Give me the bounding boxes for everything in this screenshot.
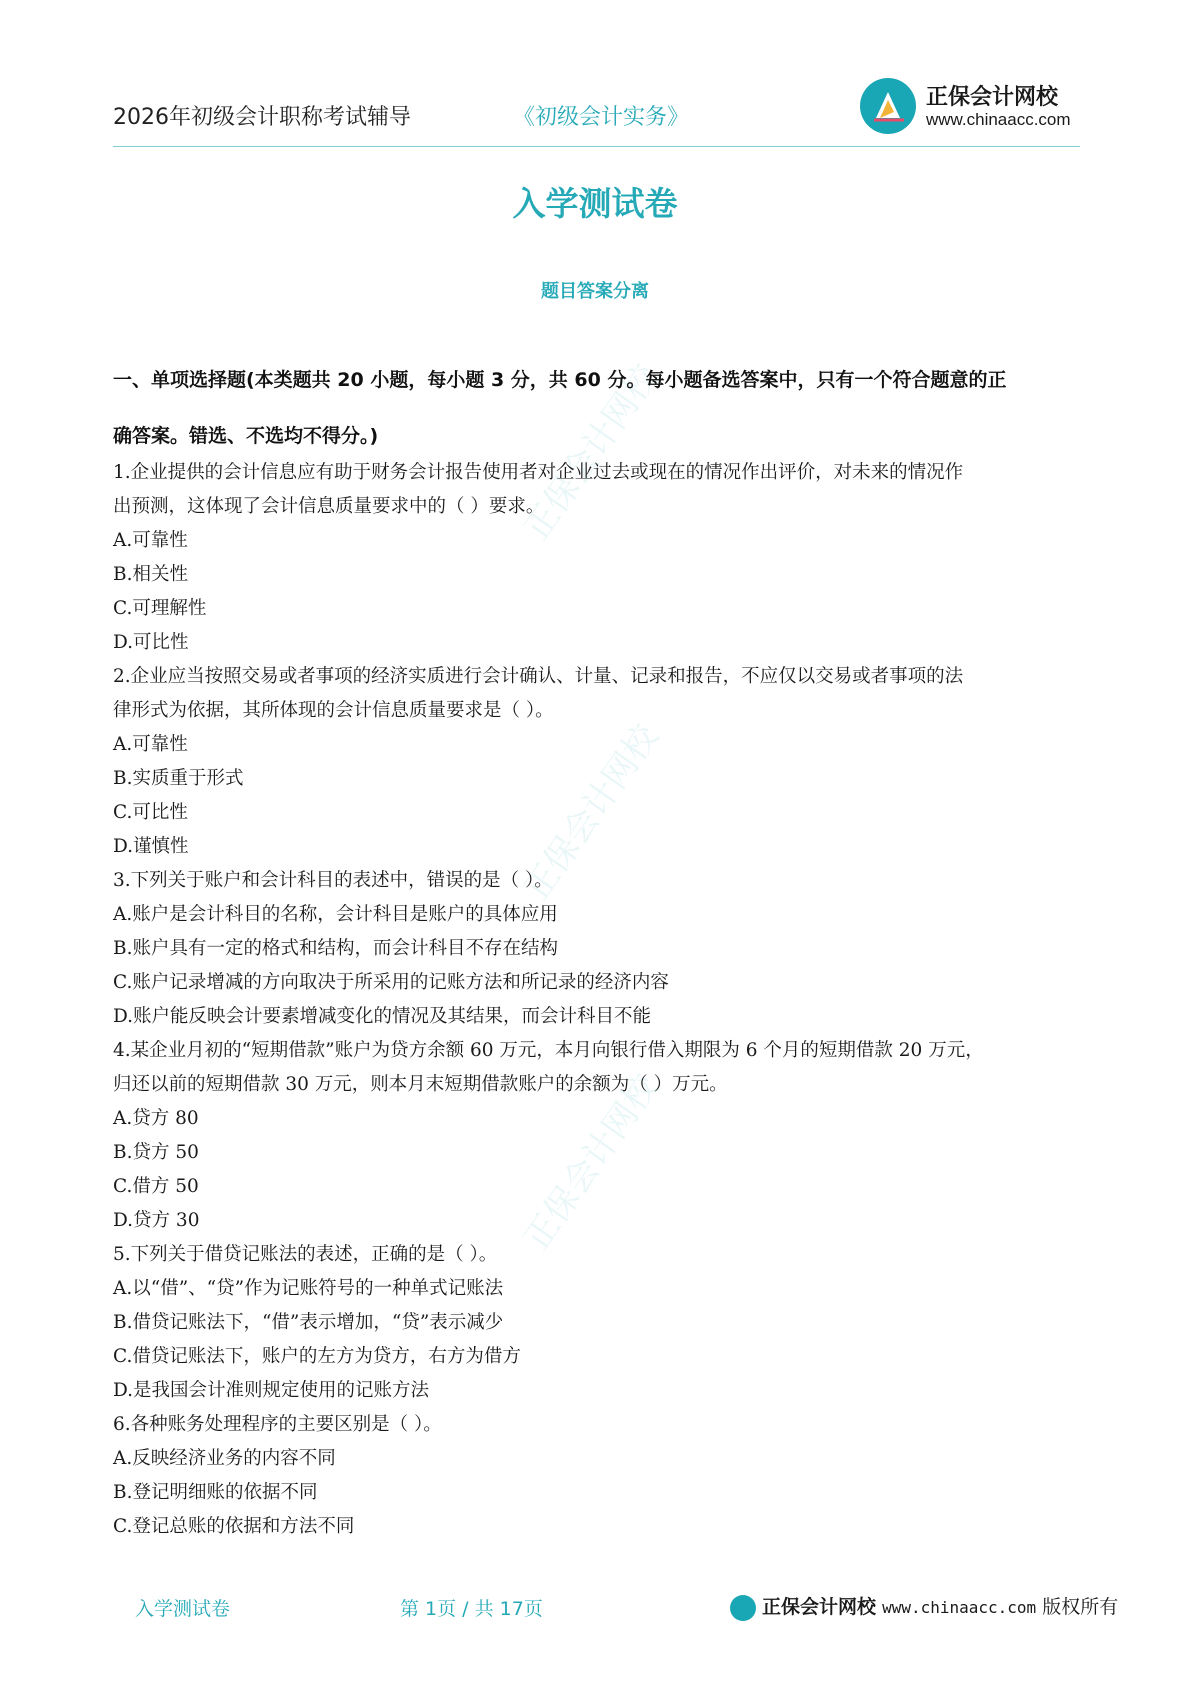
watermark: 正保会计网校	[516, 357, 667, 548]
answer-option: C.借贷记账法下，账户的左方为贷方，右方为借方	[113, 1346, 521, 1367]
logo-icon	[730, 1595, 756, 1621]
answer-option: B.账户具有一定的格式和结构，而会计科目不存在结构	[113, 938, 558, 959]
question-list	[113, 456, 1080, 1544]
footer-rights: 版权所有	[1042, 1596, 1119, 1618]
section-heading	[113, 352, 1080, 464]
answer-option: C.登记总账的依据和方法不同	[113, 1516, 355, 1537]
answer-option: A.账户是会计科目的名称，会计科目是账户的具体应用	[113, 904, 558, 925]
header-subject: 《初级会计实务》	[513, 105, 690, 130]
answer-option: A.以“借”、“贷”作为记账符号的一种单式记账法	[113, 1278, 504, 1299]
page-title: 入学测试卷	[512, 184, 678, 223]
answer-option: D.贷方 30	[113, 1210, 200, 1231]
answer-option: D.可比性	[113, 632, 189, 653]
answer-option: A.贷方 80	[113, 1108, 199, 1129]
page-header	[113, 78, 1080, 147]
brand-logo[interactable]	[860, 76, 1080, 138]
footer-url[interactable]: www.chinaacc.com	[882, 1598, 1037, 1617]
question-stem: 律形式为依据，其所体现的会计信息质量要求是（ ）。	[113, 700, 554, 721]
answer-option: D.账户能反映会计要素增减变化的情况及其结果，而会计科目不能	[113, 1006, 652, 1027]
answer-option: C.可理解性	[113, 598, 207, 619]
page-footer	[0, 1588, 1190, 1628]
question-stem: 1.企业提供的会计信息应有助于财务会计报告使用者对企业过去或现在的情况作出评价，对未来的情况作	[113, 462, 964, 483]
question-stem: 出预测，这体现了会计信息质量要求中的（ ）要求。	[113, 496, 545, 517]
footer-doc-title: 入学测试卷	[135, 1598, 231, 1620]
watermark: 正保会计网校	[516, 1067, 667, 1258]
answer-option: B.相关性	[113, 564, 188, 585]
page-subtitle: 题目答案分离	[541, 281, 649, 302]
question-stem: 4.某企业月初的“短期借款”账户为贷方余额 60 万元，本月向银行借入期限为 6 个月的短期借款 20 万元，	[113, 1040, 984, 1061]
header-exam-title: 2026年初级会计职称考试辅导	[113, 105, 411, 130]
answer-option: B.借贷记账法下，“借”表示增加，“贷”表示减少	[113, 1312, 504, 1333]
question-stem: 6.各种账务处理程序的主要区别是（ ）。	[113, 1414, 442, 1435]
answer-option: C.可比性	[113, 802, 188, 823]
section-heading-line: 一、单项选择题(本类题共 20 小题，每小题 3 分，共 60 分。每小题备选答案中，只有一个符合题意的正	[113, 369, 1007, 391]
footer-brand-name: 正保会计网校	[762, 1596, 877, 1618]
answer-option: C.借方 50	[113, 1176, 199, 1197]
footer-page-number: 第 1页 / 共 17页	[400, 1598, 543, 1620]
answer-option: A.可靠性	[113, 530, 188, 551]
question-stem: 2.企业应当按照交易或者事项的经济实质进行会计确认、计量、记录和报告，不应仅以交易或者事项的法	[113, 666, 964, 687]
logo-name: 正保会计网校	[926, 85, 1059, 110]
watermark: 正保会计网校	[516, 717, 667, 908]
answer-option: C.账户记录增减的方向取决于所采用的记账方法和所记录的经济内容	[113, 972, 669, 993]
section-heading-line: 确答案。错选、不选均不得分。)	[113, 425, 379, 447]
answer-option: A.反映经济业务的内容不同	[113, 1448, 336, 1469]
answer-option: D.谨慎性	[113, 836, 189, 857]
logo-icon	[860, 78, 916, 134]
logo-url: www.chinaacc.com	[926, 110, 1071, 129]
answer-option: B.实质重于形式	[113, 768, 244, 789]
answer-option: B.贷方 50	[113, 1142, 199, 1163]
answer-option: D.是我国会计准则规定使用的记账方法	[113, 1380, 430, 1401]
answer-option: A.可靠性	[113, 734, 188, 755]
question-stem: 3.下列关于账户和会计科目的表述中，错误的是（ ）。	[113, 870, 553, 891]
footer-brand	[730, 1592, 1118, 1621]
question-stem: 5.下列关于借贷记账法的表述，正确的是（ ）。	[113, 1244, 498, 1265]
question-stem: 归还以前的短期借款 30 万元，则本月末短期借款账户的余额为（ ）万元。	[113, 1074, 728, 1095]
answer-option: B.登记明细账的依据不同	[113, 1482, 318, 1503]
